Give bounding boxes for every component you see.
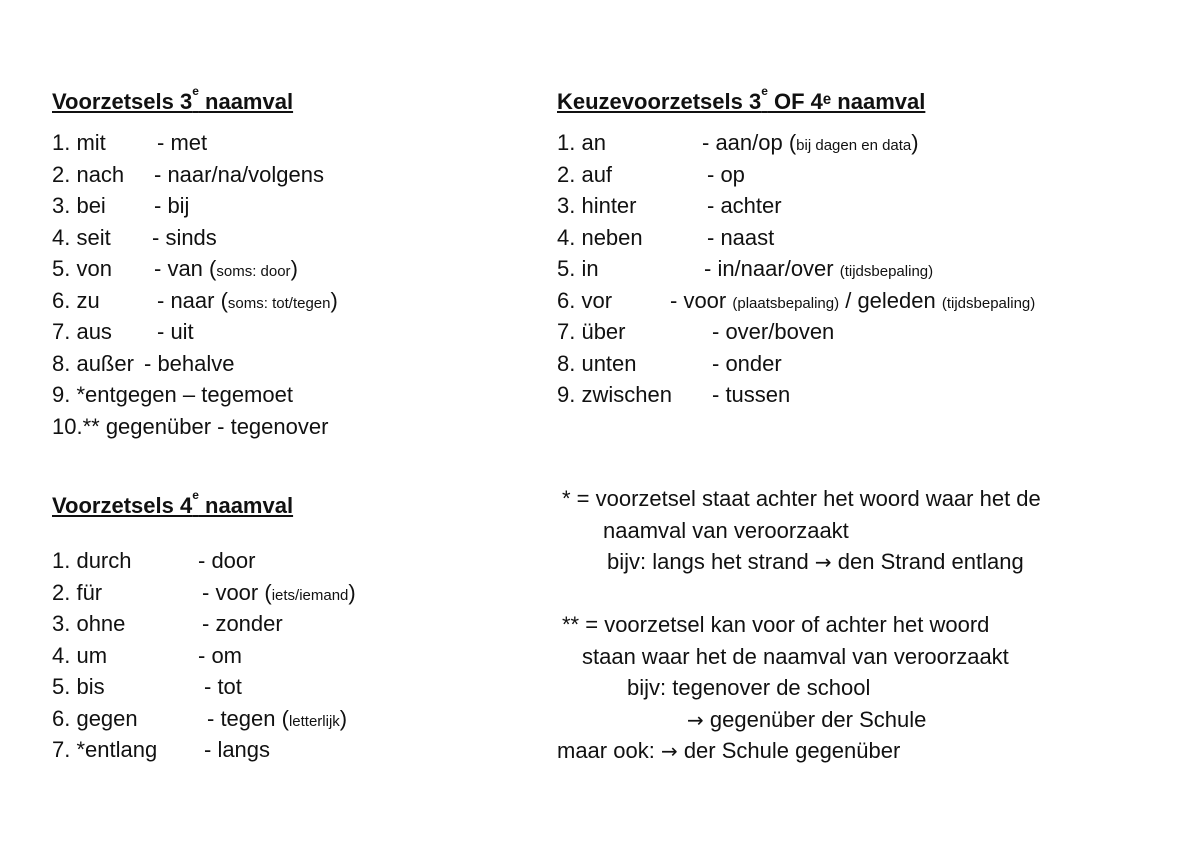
list-item: 6. gegen - tegen (letterlijk) bbox=[52, 705, 348, 731]
spacer bbox=[557, 578, 1187, 610]
arrow-icon: → bbox=[814, 550, 832, 574]
list-dative bbox=[52, 127, 472, 442]
note-star1-line1: * = voorzetsel staat achter het woord waar het de bbox=[562, 486, 1041, 511]
list-item: 5. von - van (soms: door) bbox=[52, 256, 298, 281]
list-item: 4. seit - sinds bbox=[52, 224, 217, 250]
list-item: 2. für - voor (iets/iemand) bbox=[52, 579, 356, 605]
arrow-icon: → bbox=[687, 707, 704, 732]
list-item: 3. ohne - zonder bbox=[52, 611, 283, 636]
list-item: 7. *entlang - langs bbox=[52, 737, 271, 762]
note-star2-example3: maar ook: → der Schule gegenüber bbox=[557, 738, 901, 763]
arrow-icon: → bbox=[660, 739, 678, 763]
list-item: 2. auf - op bbox=[557, 161, 745, 187]
heading-accusative: Voorzetsels 4e naamval bbox=[52, 488, 294, 518]
note-star2-line1: ** = voorzetsel kan voor of achter het woord bbox=[562, 612, 990, 637]
list-item: 2. nach - naar/na/volgens bbox=[52, 161, 324, 187]
heading-dative: Voorzetsels 3e naamval bbox=[52, 84, 294, 114]
list-accusative bbox=[52, 545, 472, 766]
list-item: 5. bis - tot bbox=[52, 674, 242, 699]
list-item: 4. neben - naast bbox=[557, 224, 775, 250]
list-item: 7. über - over/boven bbox=[557, 319, 835, 344]
note-star2-example1: bijv: tegenover de school bbox=[627, 675, 871, 700]
list-item: 10.** gegenüber - tegenover bbox=[52, 413, 329, 439]
list-item: 5. in - in/naar/over (tijdsbepaling) bbox=[557, 256, 934, 281]
list-item: 4. um - om bbox=[52, 642, 242, 668]
list-item: 8. unten - onder bbox=[557, 350, 782, 376]
heading-two-way: Keuzevoorzetsels 3e OF 4ᵉ naamval bbox=[557, 84, 926, 114]
list-item: 1. mit - met bbox=[52, 130, 208, 155]
note-star1-line2: naamval van veroorzaakt bbox=[603, 517, 849, 543]
notes-block bbox=[557, 483, 1187, 767]
list-item: 3. hinter - achter bbox=[557, 193, 782, 218]
list-item: 9. *entgegen – tegemoet bbox=[52, 382, 293, 407]
list-item: 6. zu - naar (soms: tot/tegen) bbox=[52, 287, 338, 313]
list-item: 1. an - aan/op (bij dagen en data) bbox=[557, 130, 919, 155]
list-item: 8. außer - behalve bbox=[52, 350, 235, 376]
list-item: 1. durch - door bbox=[52, 548, 256, 573]
note-star2-example2: → gegenüber der Schule bbox=[687, 706, 927, 732]
list-item: 6. vor - voor (plaatsbepaling) / geleden (tijdsbepaling) bbox=[557, 287, 1036, 313]
list-item: 7. aus - uit bbox=[52, 319, 194, 344]
note-star2-line2: staan waar het de naamval van veroorzaakt bbox=[582, 643, 1009, 669]
list-two-way bbox=[557, 127, 1187, 411]
list-item: 9. zwischen - tussen bbox=[557, 382, 791, 407]
note-star1-example: bijv: langs het strand → den Strand entlang bbox=[607, 549, 1024, 574]
list-item: 3. bei - bij bbox=[52, 193, 190, 218]
